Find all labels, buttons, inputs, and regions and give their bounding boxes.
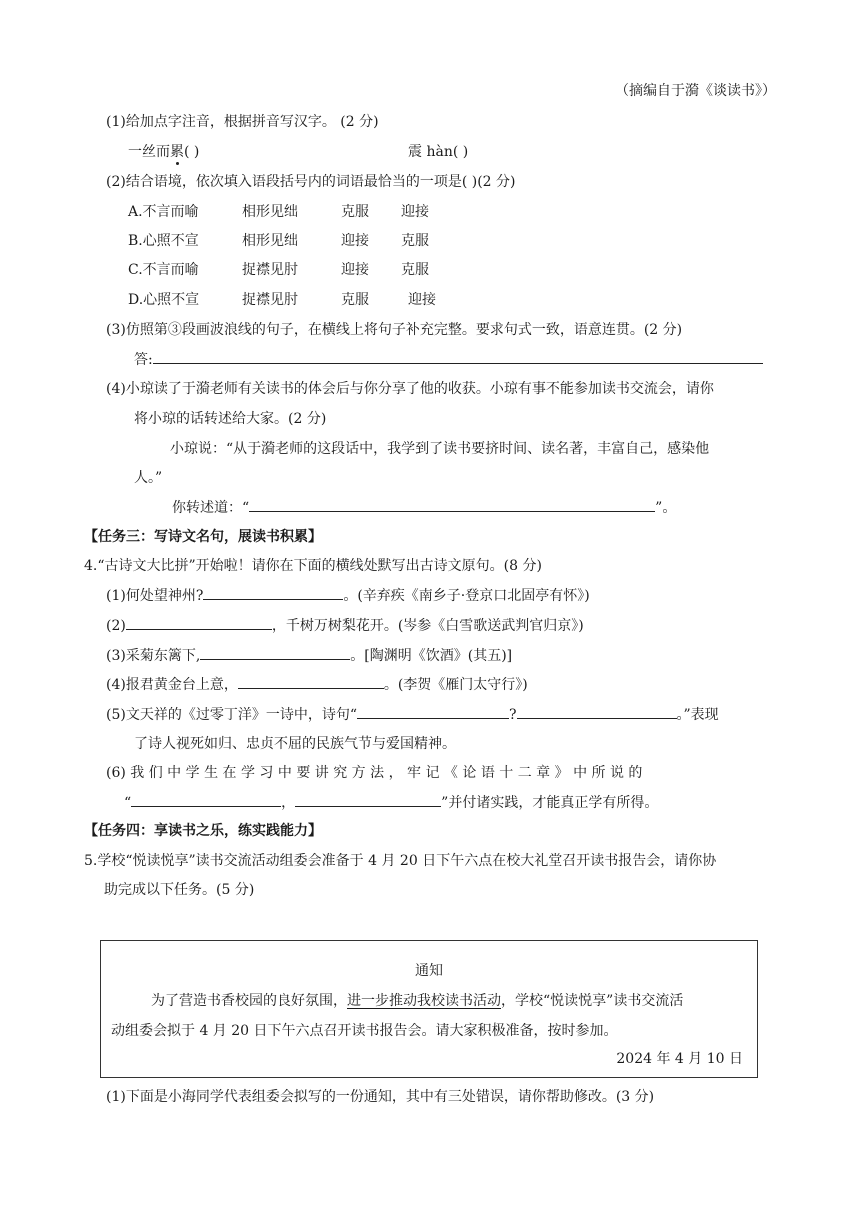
poem-line-6-post: ”并付诸实践，才能真正学有所得。 [441,795,659,811]
option-a-word-1: A.不言而喻 [128,204,199,220]
option-c-word-2: 捉襟见肘 [242,262,298,278]
question-1-prompt: (1)给加点字注音，根据拼音写汉字。 (2 分) [106,114,379,130]
poem-blank-5b[interactable] [517,704,677,719]
poem-line-2-post: ，千树万树梨花开。(岑参《白雪歌送武判官归京》) [271,618,584,634]
poem-line-1-pre: (1)何处望神州? [106,588,204,604]
notice-body-pre: 为了营造书香校园的良好氛围， [151,993,347,1009]
option-d-word-3: 克服 [341,292,369,308]
poem-blank-6a[interactable] [131,792,281,807]
question-5-1-prompt: (1)下面是小海同学代表组委会拟写的一份通知，其中有三处错误，请你帮助修改。(3 分) [106,1089,655,1105]
quote-line-1: 小琼说：“从于漪老师的这段话中，我学到了读书要挤时间、读名著，丰富自己，感染他 [170,441,710,457]
poem-blank-3[interactable] [200,645,350,660]
option-b-word-3: 迎接 [341,233,369,249]
item-1-paren[interactable]: ( ) [184,144,200,160]
poem-line-6: (6) 我 们 中 学 生 在 学 习 中 要 讲 究 方 法 ， 牢 记 《 论 语 十 二 章 》 中 所 说 的 [106,765,643,781]
notice-box [100,940,758,1078]
notice-date: 2024 年 4 月 10 日 [616,1051,743,1067]
poem-line-5 [106,704,719,725]
poem-blank-4[interactable] [238,674,384,689]
notice-body-line-2: 动组委会拟于 4 月 20 日下午六点召开读书报告会。请大家积极准备，按时参加。 [111,1023,618,1039]
option-a-word-2: 相形见绌 [242,204,298,220]
notice-title: 通知 [415,963,443,979]
option-d-word-2: 捉襟见肘 [242,292,298,308]
poem-blank-5a[interactable] [357,704,509,719]
option-c-word-3: 迎接 [341,262,369,278]
poem-line-6-open-quote: “ [124,795,132,811]
poem-line-3-post: 。[陶渊明《饮酒》(其五)] [350,648,513,664]
notice-body-line-1 [151,991,683,1011]
option-b-word-4: 克服 [401,233,429,249]
source-citation: （摘编自于漪《谈读书》） [615,83,776,99]
poem-line-4-pre: (4)报君黄金台上意， [106,677,238,693]
notice-underlined-phrase: 进一步推动我校读书活动 [347,993,501,1009]
poem-line-5-mid: ? [509,707,517,723]
poem-line-4 [106,674,528,695]
question-4-prompt-line-1: (4)小琼读了于漪老师有关读书的体会后与你分享了他的收获。小琼有事不能参加读书交流会，请你 [106,381,714,397]
option-c-word-1: C.不言而喻 [128,262,199,278]
question-3-answer [134,349,763,370]
dotted-character: 累 [170,144,184,160]
relay-blank[interactable] [249,497,655,512]
option-a-word-4: 迎接 [401,204,429,220]
question-2-prompt: (2)结合语境，依次填入语段括号内的词语最恰当的一项是( )(2 分) [106,174,516,190]
question-5-line-2: 助完成以下任务。(5 分) [104,882,255,898]
option-d-word-4: 迎接 [408,292,436,308]
poem-line-4-post: 。(李贺《雁门太守行》) [383,677,528,693]
question-3-prompt: (3)仿照第③段画波浪线的句子，在横线上将句子补充完整。要求句式一致，语意连贯。(2 分) [106,322,683,338]
question-1-item-2[interactable]: 震 hàn( ) [408,144,469,160]
poem-line-5-post: 。”表现 [676,707,719,723]
relay-end: ”。 [655,500,677,516]
question-1-item-1 [128,142,199,162]
poem-blank-6b[interactable] [295,792,441,807]
poem-line-2 [106,615,584,636]
notice-body-post: ，学校“悦读悦享”读书交流活 [501,993,684,1009]
question-5-line-1: 5.学校“悦读悦享”读书交流活动组委会准备于 4 月 20 日下午六点在校大礼堂召开读书报告会，请你协 [84,853,717,869]
question-4-prompt-line-2: 将小琼的话转述给大家。(2 分) [134,411,327,427]
option-c-word-4: 克服 [401,262,429,278]
answer-blank[interactable] [153,349,763,364]
task-4-heading: 【任务四：享读书之乐，练实践能力】 [84,823,322,839]
relay-line [172,497,676,518]
item-1-text: 一丝而 [128,144,170,160]
poem-line-1-post: 。(辛弃疾《南乡子·登京口北固亭有怀》) [343,588,590,604]
task-3-heading: 【任务三：写诗文名句，展读书积累】 [84,529,322,545]
answer-label: 答: [134,352,153,368]
relay-label: 你转述道：“ [172,500,250,516]
poem-line-5-pre: (5)文天祥的《过零丁洋》一诗中，诗句“ [106,707,357,723]
poem-blank-2[interactable] [126,615,272,630]
poem-line-5-continued: 了诗人视死如归、忠贞不屈的民族气节与爱国精神。 [134,736,456,752]
poem-line-6-comma: ， [281,795,296,811]
poem-line-6-continued [124,792,658,813]
poem-line-3-pre: (3)采菊东篱下, [106,648,201,664]
poem-line-2-pre: (2) [106,618,126,634]
poem-blank-1[interactable] [203,585,343,600]
option-a-word-3: 克服 [341,204,369,220]
option-b-word-2: 相形见绌 [242,233,298,249]
option-b-word-1: B.心照不宣 [128,233,199,249]
quote-line-2: 人。” [134,470,163,486]
option-d-word-1: D.心照不宣 [128,292,200,308]
question-4-poem-prompt: 4.“古诗文大比拼”开始啦！请你在下面的横线处默写出古诗文原句。(8 分) [84,558,542,574]
poem-line-1 [106,585,590,606]
poem-line-3 [106,645,512,666]
